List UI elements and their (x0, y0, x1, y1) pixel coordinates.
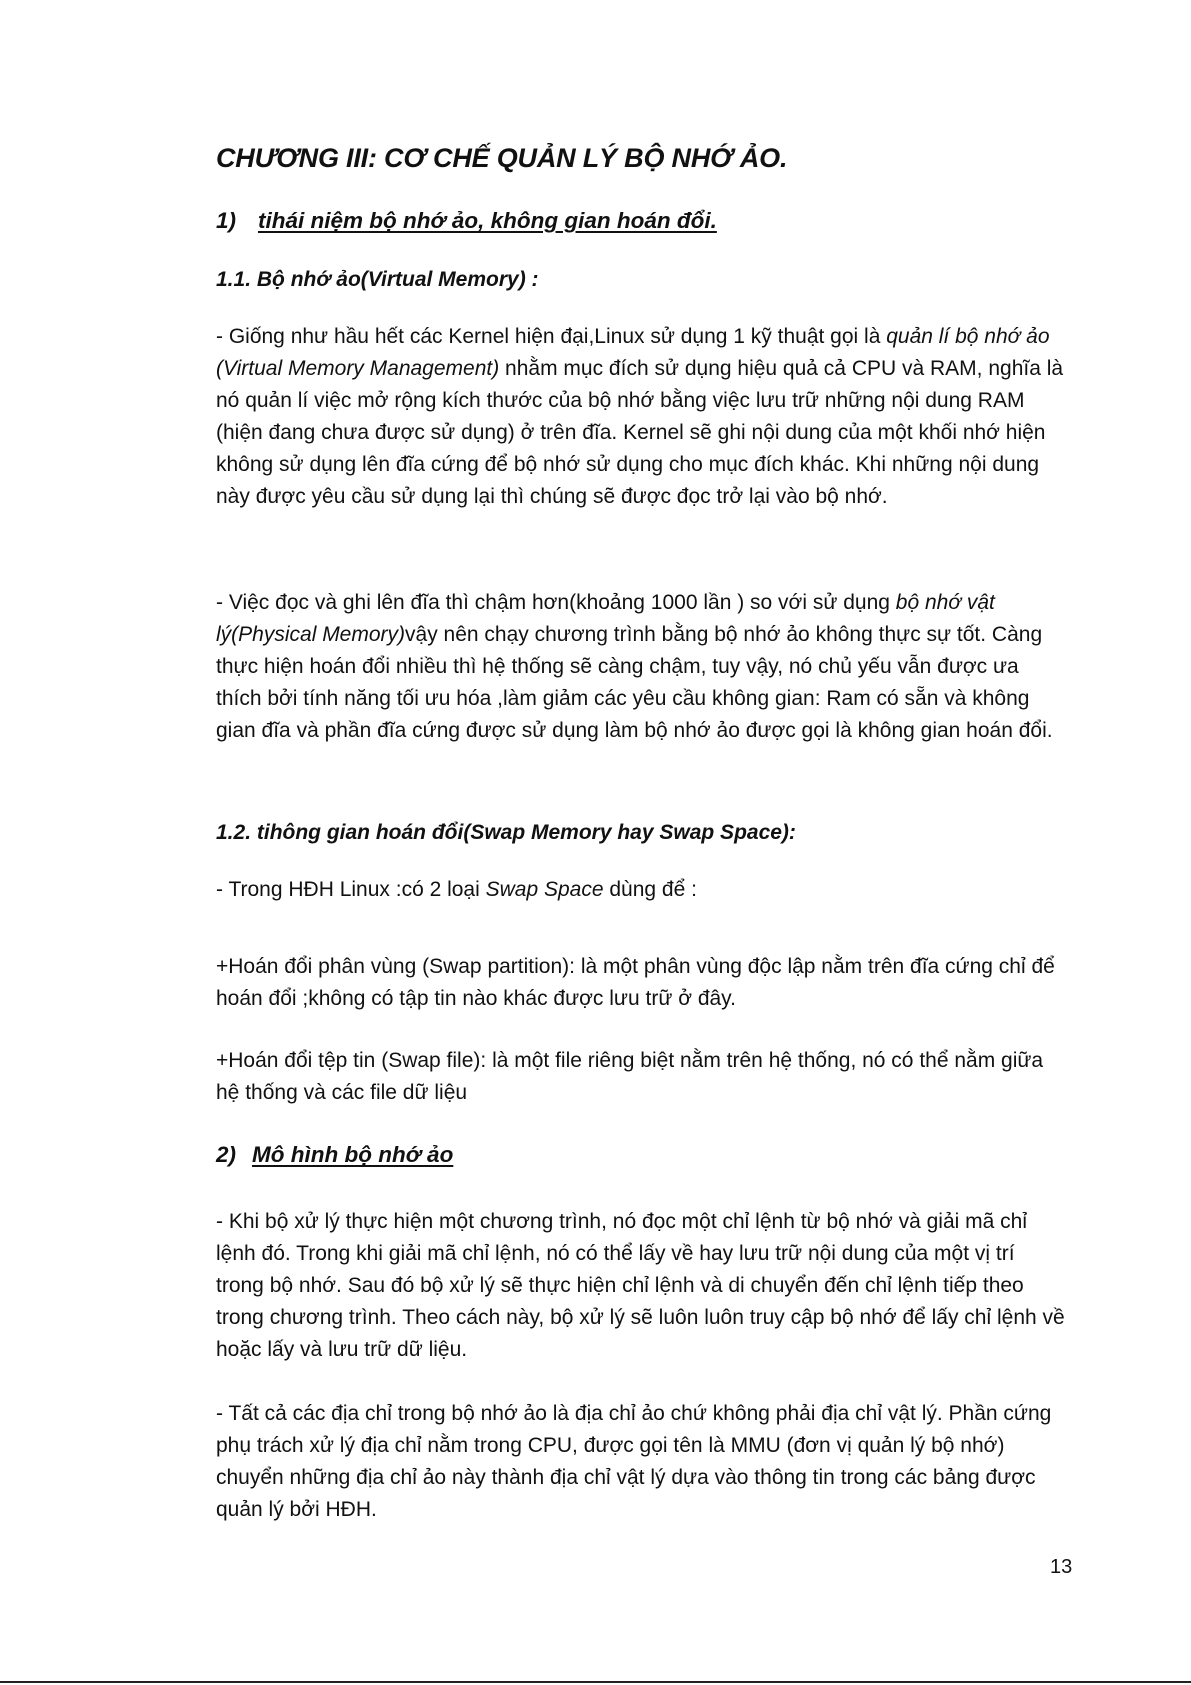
paragraph-swap-partition: +Hoán đổi phân vùng (Swap partition): là một phân vùng độc lập nằm trên đĩa cứng chỉ để hoán đổi ;không có tập tin nào khác được lưu trữ ở đây. (216, 955, 1055, 1010)
page-number: 13 (1050, 1556, 1073, 1578)
bottom-rule (0, 1681, 1191, 1683)
section-1-number: 1) (216, 208, 237, 233)
paragraph-swap-types: - Trong HĐH Linux :có 2 loại Swap Space dùng để : (216, 878, 697, 901)
subsection-1-2-heading: 1.2. tihông gian hoán đổi(Swap Memory hay Swap Space): (216, 821, 796, 844)
section-1-title: tihái niệm bộ nhớ ảo, không gian hoán đổi. (258, 208, 717, 233)
section-2-heading (216, 1142, 1066, 1168)
paragraph-virtual-addresses: - Tất cả các địa chỉ trong bộ nhớ ảo là địa chỉ ảo chứ không phải địa chỉ vật lý. Phần cứng phụ trách xử lý địa chỉ nằm trong CPU, được gọi tên là MMU (đơn vị quản lý bộ nhớ) chuyển những địa chỉ ảo này thành địa chỉ vật lý dựa vào thông tin trong các bảng được quản lý bởi HĐH. (216, 1402, 1052, 1521)
chapter-title: CHƯƠNG III: CƠ CHẾ QUẢN LÝ BỘ NHỚ ẢO. (216, 143, 788, 173)
paragraph-disk-speed: - Việc đọc và ghi lên đĩa thì chậm hơn(khoảng 1000 lần ) so với sử dụng bộ nhớ vật lý(Physical Memory)vậy nên chạy chương trình bằng bộ nhớ ảo không thực sự tốt. Càng thực hiện hoán đổi nhiều thì hệ thống sẽ càng chậm, tuy vậy, nó chủ yếu vẫn được ưa thích bởi tính năng tối ưu hóa ,làm giảm các yêu cầu không gian: Ram có sẵn và không gian đĩa và phần đĩa cứng được sử dụng làm bộ nhớ ảo được gọi là không gian hoán đổi. (216, 591, 1053, 742)
section-2-number: 2) (216, 1142, 237, 1167)
section-1-heading (216, 208, 1066, 234)
section-2-title: Mô hình bộ nhớ ảo (252, 1142, 454, 1167)
paragraph-virtual-memory: - Giống như hầu hết các Kernel hiện đại,Linux sử dụng 1 kỹ thuật gọi là quản lí bộ nhớ ảo (Virtual Memory Management) nhằm mục đích sử dụng hiệu quả cả CPU và RAM, nghĩa là nó quản lí việc mở rộng kích thước của bộ nhớ bằng việc lưu trữ những nội dung RAM (hiện đang chưa được sử dụng) ở trên đĩa. Kernel sẽ ghi nội dung của một khối nhớ hiện không sử dụng lên đĩa cứng để bộ nhớ sử dụng cho mục đích khác. Khi những nội dung này được yêu cầu sử dụng lại thì chúng sẽ được đọc trở lại vào bộ nhớ. (216, 325, 1064, 508)
paragraph-swap-file: +Hoán đổi tệp tin (Swap file): là một file riêng biệt nằm trên hệ thống, nó có thể nằm giữa hệ thống và các file dữ liệu (216, 1049, 1044, 1104)
paragraph-processor-instructions: - Khi bộ xử lý thực hiện một chương trình, nó đọc một chỉ lệnh từ bộ nhớ và giải mã chỉ lệnh đó. Trong khi giải mã chỉ lệnh, nó có thể lấy về hay lưu trữ nội dung của một vị trí trong bộ nhớ. Sau đó bộ xử lý sẽ thực hiện chỉ lệnh và di chuyển đến chỉ lệnh tiếp theo trong chương trình. Theo cách này, bộ xử lý sẽ luôn luôn truy cập bộ nhớ để lấy chỉ lệnh về hoặc lấy và lưu trữ dữ liệu. (216, 1210, 1065, 1361)
subsection-1-1-heading: 1.1. Bộ nhớ ảo(Virtual Memory) : (216, 268, 539, 291)
